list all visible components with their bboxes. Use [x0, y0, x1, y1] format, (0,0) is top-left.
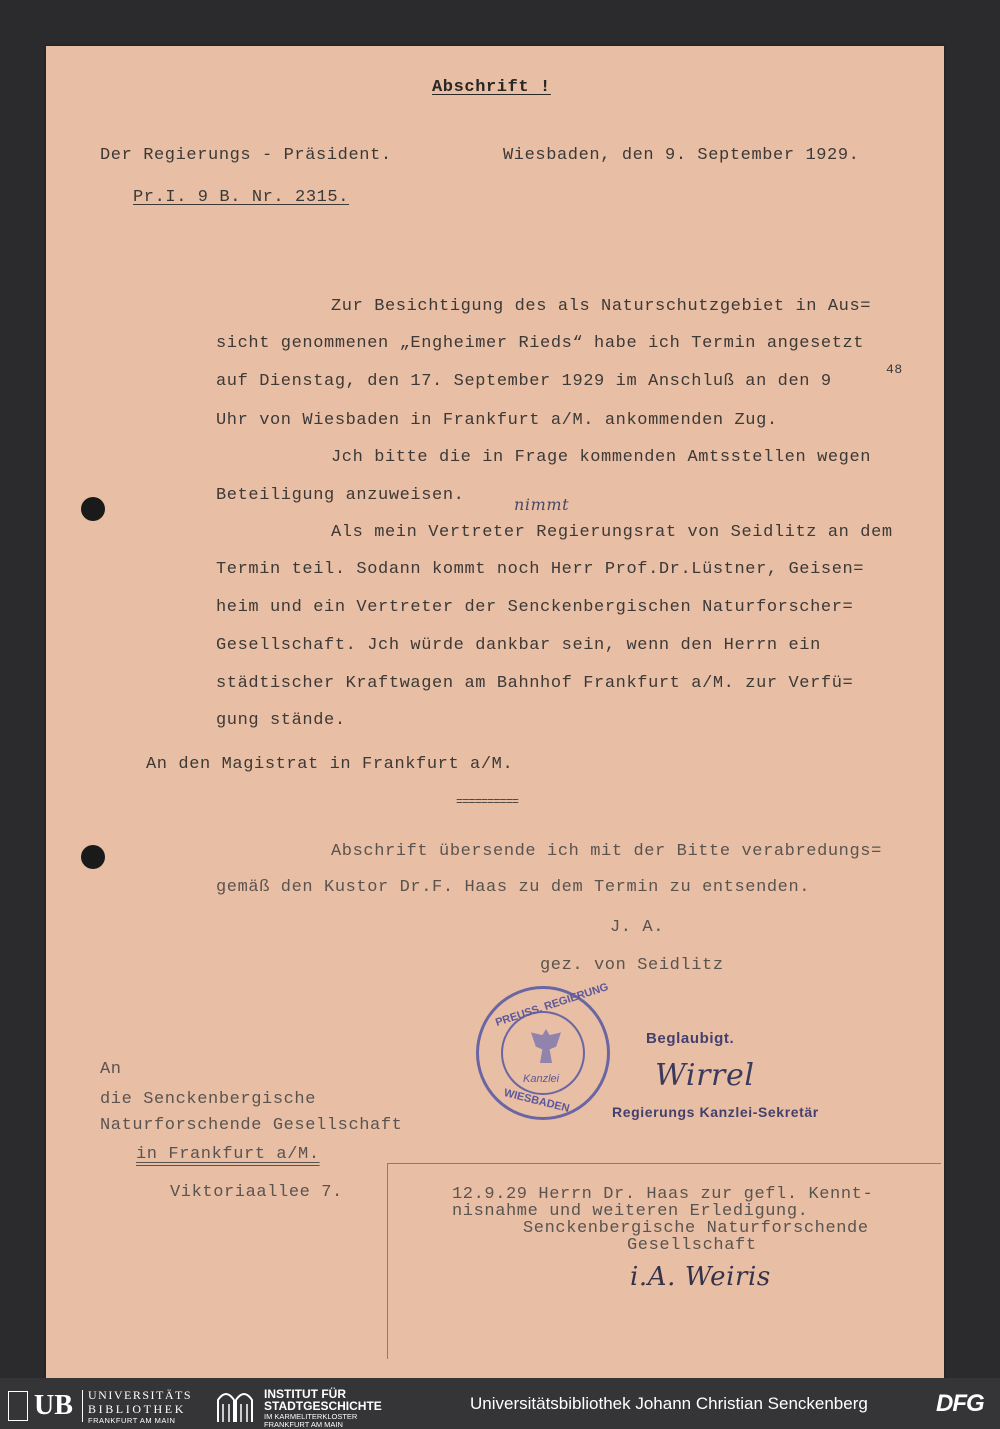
- annotation-box-left: [387, 1163, 388, 1359]
- annotation-line-1: 12.9.29 Herrn Dr. Haas zur gefl. Kennt-: [452, 1185, 874, 1204]
- isg-line-2: STADTGESCHICHTE: [264, 1399, 382, 1413]
- sender: Der Regierungs - Präsident.: [100, 146, 392, 165]
- annotation-signature: i.A. Weiris: [630, 1262, 771, 1292]
- addressee: An den Magistrat in Frankfurt a/M.: [146, 755, 514, 774]
- body-line-11: städtischer Kraftwagen am Bahnhof Frankfurt a/M. zur Verfü=: [216, 674, 854, 693]
- body-line-4: Uhr von Wiesbaden in Frankfurt a/M. ankommenden Zug.: [216, 411, 778, 430]
- footer-library-name: Universitätsbibliothek Johann Christian Senckenberg: [470, 1394, 868, 1413]
- punch-hole-top: [81, 497, 105, 521]
- recipient-line-3: Naturforschende Gesellschaft: [100, 1116, 403, 1135]
- recipient-line-2: die Senckenbergische: [100, 1090, 317, 1109]
- annotation-box-top: [387, 1163, 941, 1164]
- ub-line-1: UNIVERSITÄTS: [88, 1388, 192, 1402]
- building-icon: [8, 1391, 28, 1421]
- stamp-bottom-text: WIESBADEN: [502, 1087, 571, 1115]
- document-page: [46, 46, 944, 1378]
- handwritten-insert: nimmt: [514, 495, 570, 514]
- chancery-secretary-title: Regierungs Kanzlei-Sekretär: [612, 1104, 819, 1120]
- reference-number: Pr.I. 9 B. Nr. 2315.: [133, 188, 350, 207]
- isg-line-1: INSTITUT FÜR: [264, 1387, 346, 1401]
- monastery-icon: [216, 1388, 254, 1422]
- stamp-mid-text: Kanzlei: [523, 1073, 560, 1085]
- body-line-8: Termin teil. Sodann kommt noch Herr Prof.Dr.Lüstner, Geisen=: [216, 560, 865, 579]
- heading: Abschrift !: [432, 78, 551, 97]
- body-line-2: sicht genommenen „Engheimer Rieds“ habe ich Termin angesetzt: [216, 334, 865, 353]
- punch-hole-bottom: [81, 845, 105, 869]
- recipient-line-5: Viktoriaallee 7.: [170, 1183, 343, 1202]
- annotation-line-3: Senckenbergische Naturforschende: [523, 1219, 869, 1238]
- dfg-logo: DFG: [936, 1390, 984, 1417]
- ub-line-2: BIBLIOTHEK: [88, 1402, 186, 1416]
- recipient-line-1: An: [100, 1060, 122, 1079]
- annotation-line-4: Gesellschaft: [627, 1236, 757, 1255]
- official-seal: [476, 981, 610, 1120]
- ub-logo-divider: [82, 1390, 83, 1422]
- isg-line-4: FRANKFURT AM MAIN: [264, 1420, 343, 1429]
- separator: ==========: [456, 795, 519, 809]
- time-superscript: 48: [886, 362, 903, 377]
- copy-note-line-1: Abschrift übersende ich mit der Bitte verabredungs=: [331, 842, 882, 861]
- body-line-9: heim und ein Vertreter der Senckenbergischen Naturforscher=: [216, 598, 854, 617]
- place-date: Wiesbaden, den 9. September 1929.: [503, 146, 860, 165]
- copy-note-line-2: gemäß den Kustor Dr.F. Haas zu dem Termin zu entsenden.: [216, 878, 811, 897]
- body-line-7: Als mein Vertreter Regierungsrat von Seidlitz an dem: [331, 523, 893, 542]
- isg-line-3: IM KARMELITERKLOSTER: [264, 1412, 358, 1421]
- beglaubigt-stamp: Beglaubigt.: [646, 1030, 735, 1047]
- annotation-line-2: nisnahme und weiteren Erledigung.: [452, 1202, 809, 1221]
- recipient-line-4: in Frankfurt a/M.: [136, 1145, 320, 1164]
- body-line-3: auf Dienstag, den 17. September 1929 im Anschluß an den 9: [216, 372, 832, 391]
- ja-line: J. A.: [610, 918, 665, 937]
- ub-logo-mark: UB: [34, 1390, 73, 1421]
- body-line-5: Jch bitte die in Frage kommenden Amtsstellen wegen: [331, 448, 872, 467]
- signed-line: gez. von Seidlitz: [540, 956, 724, 975]
- stamp-top-text: PREUSS. REGIERUNG: [494, 981, 610, 1029]
- ub-line-3: FRANKFURT AM MAIN: [88, 1416, 176, 1425]
- body-line-6: Beteiligung anzuweisen.: [216, 486, 465, 505]
- certification-signature: Wirrel: [655, 1058, 755, 1093]
- body-line-10: Gesellschaft. Jch würde dankbar sein, wenn den Herrn ein: [216, 636, 821, 655]
- body-line-1: Zur Besichtigung des als Naturschutzgebiet in Aus=: [331, 297, 872, 316]
- body-line-12: gung stände.: [216, 711, 346, 730]
